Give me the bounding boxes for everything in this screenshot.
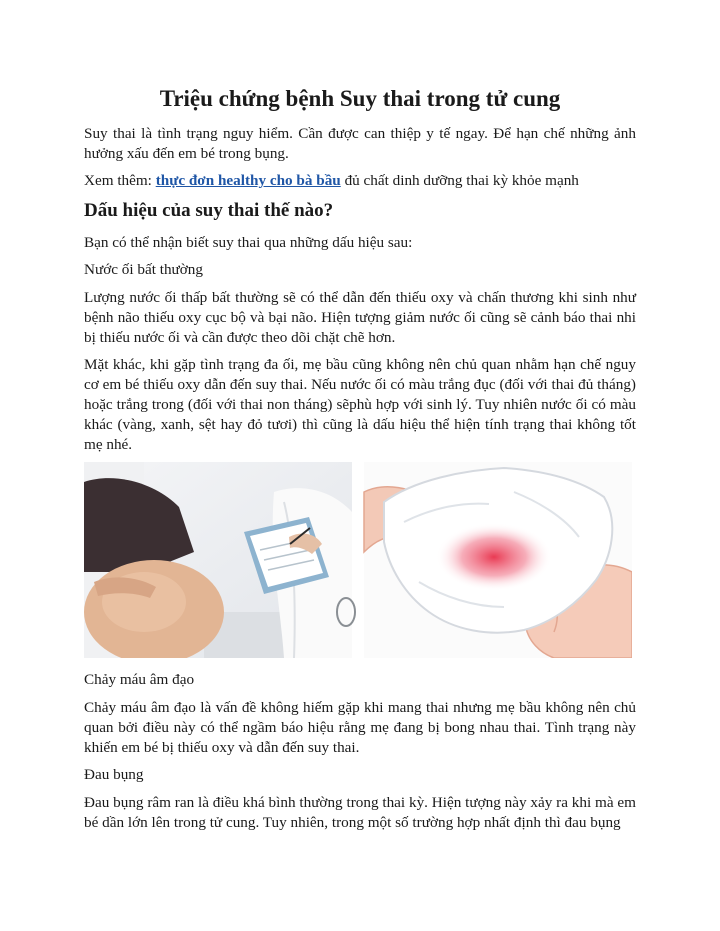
illustration-figure: [84, 462, 632, 658]
intro-paragraph: Suy thai là tình trạng nguy hiểm. Cần được can thiệp y tế ngay. Để hạn chế những ảnh hưởng xấu đến em bé trong bụng.: [84, 125, 636, 162]
see-more-suffix: đủ chất dinh dưỡng thai kỳ khỏe mạnh: [340, 172, 579, 189]
lead-paragraph: Bạn có thể nhận biết suy thai qua những dấu hiệu sau:: [84, 234, 413, 251]
healthy-menu-link[interactable]: thực đơn healthy cho bà bầu: [155, 172, 341, 189]
sign-pain-paragraph: Đau bụng râm ran là điều khá bình thường trong thai kỳ. Hiện tượng này xảy ra khi mà em bé dần lớn lên trong tử cung. Tuy nhiên, trong một số trường hợp nhất định thì đau bụng: [84, 794, 636, 831]
pregnancy-checkup-photo: [84, 462, 355, 658]
stained-cloth-illustration: [364, 462, 632, 658]
page-title: Triệu chứng bệnh Suy thai trong tử cung: [159, 86, 561, 111]
see-more-line: [84, 171, 636, 191]
section-heading: Dấu hiệu của suy thai thế nào?: [84, 200, 334, 221]
sign-bleeding-paragraph: Chảy máu âm đạo là vấn đề không hiếm gặp khi mang thai nhưng mẹ bầu không nên chủ quan bởi điều này có thể ngầm báo hiệu rằng mẹ đang bị bong nhau thai. Tình trạng này khiến em bé bị thiếu oxy và dẫn đến suy thai.: [84, 699, 636, 756]
sign-amniotic-paragraph-2: Mặt khác, khi gặp tình trạng đa ối, mẹ bầu cũng không nên chủ quan nhằm hạn chế nguy cơ em bé thiếu oxy dẫn đến suy thai. Nếu nước ối có màu trắng đục (đối với thai đủ tháng) hoặc trắng trong (đối với thai non tháng) sẽphù hợp với sinh lý. Tuy nhiên nước ối có màu khác (vàng, xanh, sệt hay đỏ tươi) thì cũng là dấu hiệu thể hiện tính trạng thai không tốt mẹ nhé.: [84, 356, 636, 453]
see-more-prefix: Xem thêm:: [84, 172, 156, 189]
sign-amniotic-paragraph-1: Lượng nước ối thấp bất thường sẽ có thể dẫn đến thiếu oxy và chấn thương khi sinh như bệnh não thiếu oxy cục bộ và bại não. Hiện tượng giảm nước ối cũng sẽ cảnh báo thai nhi bị thiếu nước ối và cần được theo dõi chặt chẽ hơn.: [84, 289, 636, 346]
sign-bleeding-title: Chảy máu âm đạo: [84, 671, 195, 688]
sign-amniotic-title: Nước ối bất thường: [84, 261, 203, 278]
sign-pain-title: Đau bụng: [84, 766, 144, 783]
